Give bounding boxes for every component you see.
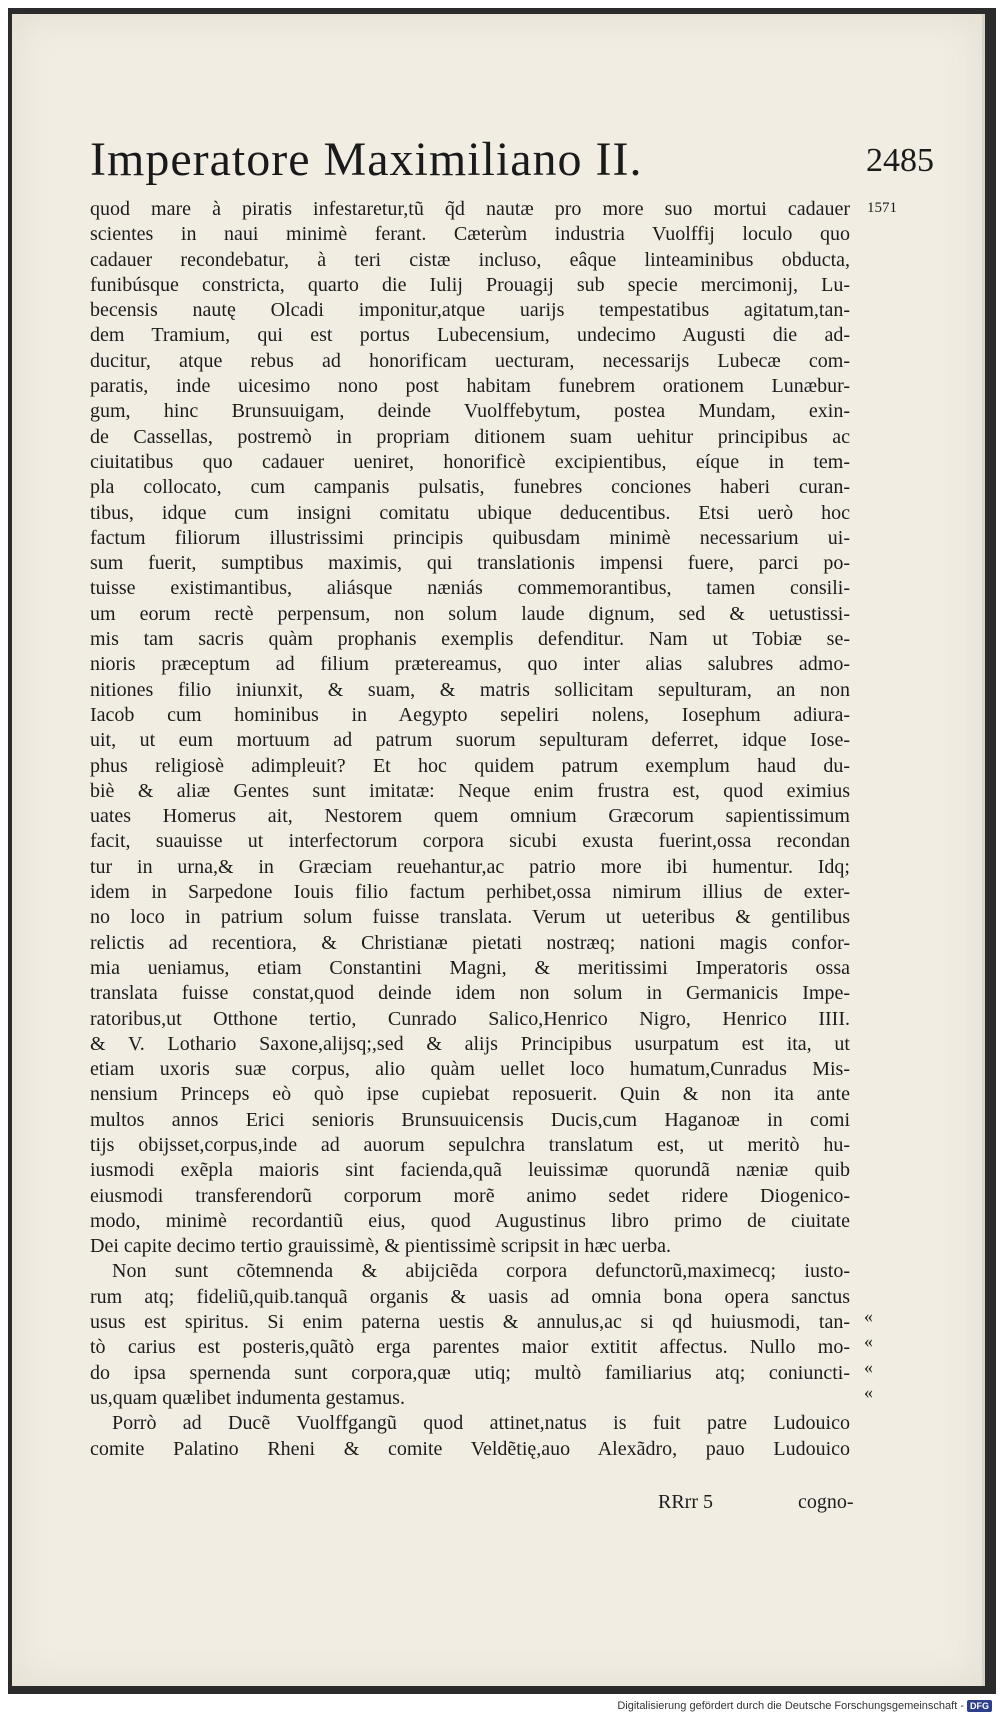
text-line: becensis nautę Olcadi imponitur,atque uarijs tempestatibus agitatum,tan- [90, 299, 850, 322]
text-line: ducitur, atque rebus ad honorificam uecturam, necessarijs Lubecæ com- [90, 349, 850, 372]
text-line: tijs obijsset,corpus,inde ad auorum sepulchra translatum est, ut meritò hu- [90, 1133, 850, 1156]
text-line: factum filiorum illustrissimi principis quibusdam minimè necessarium ui- [90, 526, 850, 549]
text-line: etiam uxoris suæ corpus, alio quàm uellet loco humatum,Cunradus Mis- [90, 1058, 850, 1081]
text-line: iusmodi exẽpla maioris sint facienda,quã leuissimæ quorundã næniæ quib [90, 1159, 850, 1182]
quote-line: us,quam quælibet indumenta gestamus. [90, 1386, 405, 1409]
dfg-logo: DFG [967, 1700, 992, 1712]
text-line: facit, suauisse ut interfectorum corpora sicubi exusta fuerint,ossa recondan [90, 830, 850, 853]
quote-mark: « [864, 1331, 873, 1352]
text-line: relictis ad recentiora, & Christianæ pietati nostræq; nationi magis confor- [90, 931, 850, 954]
text-line: multos annos Erici senioris Brunsuuicensis Ducis,cum Haganoæ in comi [90, 1108, 850, 1131]
quote-line: usus est spiritus. Si enim paterna uestis & annulus,ac si qd huiusmodi, tan- [90, 1311, 850, 1334]
digitization-credit [617, 1700, 992, 1712]
text-line: gum, hinc Brunsuuigam, deinde Vuolffebytum, postea Mundam, exin- [90, 400, 850, 423]
text-line: dem Tramium, qui est portus Lubecensium, undecimo Augusti die ad- [90, 324, 850, 347]
body-text [90, 197, 850, 1462]
quote-mark: « [864, 1306, 873, 1326]
text-line: paratis, inde uicesimo nono post habitam funebrem orationem Lunæbur- [90, 375, 850, 398]
text-line: Porrò ad Ducẽ Vuolffgangũ quod attinet,natus is fuit patre Ludouico [112, 1412, 850, 1435]
text-line: mis tam sacris quàm prophanis exemplis defenditur. Nam ut Tobiæ se- [90, 628, 850, 651]
text-line: translata fuisse constat,quod deinde idem non solum in Germanicis Impe- [90, 982, 850, 1005]
scanned-page-background [8, 8, 996, 1694]
text-line: pla collocato, cum campanis pulsatis, funebres conciones haberi curan- [90, 476, 850, 499]
text-line: nensium Princeps eò quò ipse cupiebat reposuerit. Quin & non ita ante [90, 1083, 850, 1106]
text-line: tibus, idque cum insigni comitatu ubique deducentibus. Etsi uerò hoc [90, 501, 850, 524]
margin-year-note: 1571 [867, 200, 897, 216]
page-header [90, 132, 970, 202]
text-line: ratoribus,ut Otthone tertio, Cunrado Salico,Henrico Nigro, Henrico IIII. [90, 1007, 850, 1030]
text-line: modo, minimè recordantiũ eius, quod Augustinus libro primo de ciuitate [90, 1209, 850, 1232]
text-line: funibúsque constricta, quarto die Iulij Prouagij sub specie mercimonij, Lu- [90, 273, 850, 296]
text-line: tur in urna,& in Græciam reuehantur,ac patrio more ibi humentur. Idq; [90, 855, 850, 878]
text-line: eiusmodi transferendorũ corporum morẽ animo sedet ridere Diogenico- [90, 1184, 850, 1207]
text-line: comite Palatino Rheni & comite Veldẽtię,auo Alexãdro, pauo Ludouico [90, 1437, 850, 1460]
credit-text: Digitalisierung gefördert durch die Deutsche Forschungsgemeinschaft - [617, 1700, 964, 1712]
text-line: mia ueniamus, etiam Constantini Magni, & meritissimi Imperatoris ossa [90, 956, 850, 979]
text-line: de Cassellas, postremò in propriam ditionem suam uehitur principibus ac [90, 425, 850, 448]
text-line: tuisse existimantibus, aliásque næniás commemorantibus, tamen consili- [90, 577, 850, 600]
quote-line: Non sunt cõtemnenda & abijciẽda corpora defunctorũ,maximecq; iusto- [112, 1260, 850, 1283]
signature-mark: RRrr 5 [658, 1491, 713, 1513]
text-line: Iacob cum hominibus in Aegypto sepeliri nolens, Iosephum adiura- [90, 703, 850, 726]
quote-line: tò carius est posteris,quãtò erga parentes maior extitit affectus. Nullo mo- [90, 1336, 850, 1359]
quote-mark: « [864, 1381, 873, 1402]
quote-line: rum atq; fideliũ,quib.tanquã organis & uasis ad omnia bona opera sanctus [90, 1285, 850, 1308]
catchword: cogno- [798, 1491, 854, 1513]
text-line: quod mare à piratis infestaretur,tũ q̃d nautæ pro more suo mortui cadauer [90, 198, 850, 220]
text-line: no loco in patrium solum fuisse translata. Verum ut ueteribus & gentilibus [90, 906, 850, 929]
text-line: phus religiosè adimpleuit? Et hoc quidem patrum exemplum haud du- [90, 754, 850, 777]
margin-quote-marks [864, 1304, 894, 1405]
text-line: nitiones filio iniunxit, & suam, & matris sollicitam sepulturam, an non [90, 678, 850, 701]
page-number: 2485 [866, 142, 934, 179]
text-line: uates Homerus ait, Nestorem quem omnium Græcorum sapientissimum [90, 805, 850, 828]
text-line: scientes in naui minimè ferant. Cæterùm industria Vuolffij loculo quo [90, 223, 850, 246]
book-page [12, 14, 985, 1686]
text-line: ciuitatibus quo cadauer ueniret, honorificè excipientibus, eíque in tem- [90, 450, 850, 473]
text-line: um eorum rectè perpensum, non solum laude dignum, sed & uetustissi- [90, 602, 850, 625]
text-line: nioris præceptum ad filium prætereamus, quo inter alias salubres admo- [90, 653, 850, 676]
quote-line: do ipsa spernenda sunt corpora,quæ utiq; multò familiarius atq; coniuncti- [90, 1361, 850, 1384]
text-line: idem in Sarpedone Iouis filio factum perhibet,ossa nimirum illius de exter- [90, 881, 850, 904]
text-line: uit, ut eum mortuum ad patrum suorum sepulturam deferret, idque Iose- [90, 729, 850, 752]
text-line: sum fuerit, sumptibus maximis, qui translationis impensi fuere, parci po- [90, 552, 850, 575]
text-line: biè & aliæ Gentes sunt imitatæ: Neque enim frustra est, quod eximius [90, 779, 850, 802]
text-line: Dei capite decimo tertio grauissimè, & pientissimè scripsit in hæc uerba. [90, 1235, 671, 1258]
text-line: & V. Lothario Saxone,alijsq;,sed & alijs Principibus usurpatum est ita, ut [90, 1032, 850, 1055]
text-line: cadauer recondebatur, à teri cistæ incluso, eâque linteaminibus obducta, [90, 248, 850, 271]
running-head: Imperatore Maximiliano II. [90, 133, 643, 186]
quote-mark: « [864, 1356, 873, 1377]
